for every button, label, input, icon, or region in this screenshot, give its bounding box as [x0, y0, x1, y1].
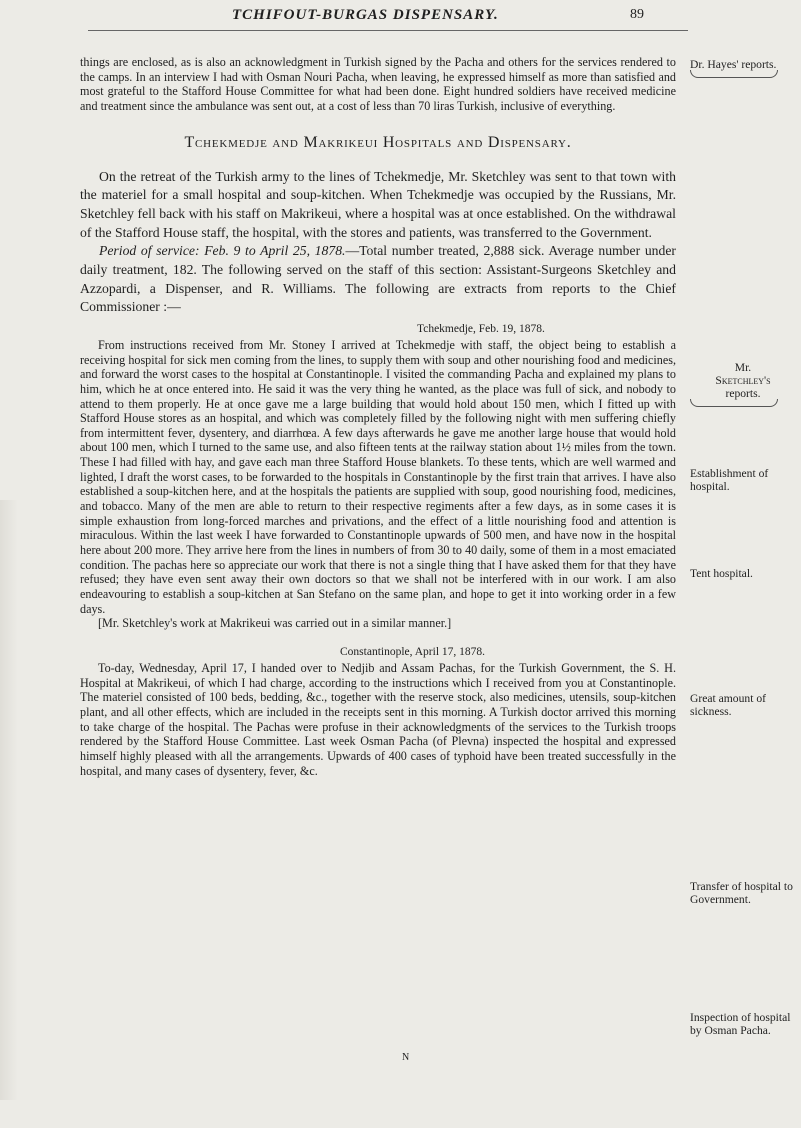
sidenote-inspection: Inspection of hospital by Osman Pacha. — [690, 1011, 791, 1037]
sidenote-sketchley-mr: Mr. — [734, 361, 752, 374]
paragraph-retreat: On the retreat of the Turkish army to the lines of Tchekmedje, Mr. Sketchley was sent to that town with the materiel for a small hospital and soup-kitchen. When Tchekmedje was occupied by the Russians, Mr. Sketchley fell back with his staff on Makrikeui, where a hospital was at once established. On the withdrawal of the Stafford House staff, the hospital, with the stores and patients, was transferred to the Government. — [80, 168, 676, 240]
brace-mark — [690, 70, 778, 78]
page-number: 89 — [630, 7, 644, 22]
main-text — [80, 55, 676, 778]
paragraph-constantinople-report: To-day, Wednesday, April 17, I handed over to Nedjib and Assam Pachas, for the Turkish Government, the S. H. Hospital at Makrikeui, of which I had charge, according to the instructions which I received from you at Constantinople. The materiel consisted of 100 beds, bedding, &c., together with the reserve stock, also medicines, utensils, soup-kitchen plant, and all other effects, which are included in the receipts sent in this morning. A Turkish doctor arrived this morning to take charge of the hospital. The Pachas were profuse in their acknowledgments of the services to the Turkish troops rendered by the Stafford House Committee. Last week Osman Pacha (of Plevna) inspected the hospital and expressed himself highly pleased with all the arrangements. Upwards of 400 cases of typhoid have been treated successfully in the hospital, and many cases of dysentery, fever, &c. — [80, 661, 676, 778]
paragraph-tchekmedje-report: From instructions received from Mr. Stoney I arrived at Tchekmedje with staff, the object being to establish a receiving hospital for sick men coming from the lines, to supply them with soup and other nourishing food and medicines, and forward the worst cases to the hospital at Constantinople. I visited the commanding Pacha and explained my plans to him, which he at once entered into. He said it was the very thing he wanted, as the place was full of sick, and nobody to attend to them properly. He at once gave me a large building that would hold about 150 men, which I fitted up with Stafford House stores as an hospital, and which was completely filled by the following night with men suffering chiefly from intermittent fever, dysentery, and diarrhœa. A few days afterwards he gave me another large house that would hold about 100 men, which I turned to the same use, and also fifteen tents at the railway station about 1½ miles from the town. These I had filled with hay, and gave each man three Stafford House blankets. To these tents, which are well warmed and lighted, I draft the worst cases, to be forwarded to the hospitals in Constantinople by the first train that arrives. I have also established a soup-kitchen here, and at the hospitals the patients are supplied with soup, good nourishing food, medicines, and tobacco. Many of the men are able to return to their respective regiments after a few days, as in some cases it is simple exhaustion from long-forced marches and privations, and the effect of a little nourishing food and attention is miraculous. Within the last week I have forwarded to Constantinople upwards of 500 men, and have now in the hospital here about 200 more. They arrive here from the lines in numbers of from 30 to 40 daily, some of them in a most emaciated condition. The pachas here so appreciate our work that there is not a single thing that I have asked them for that they have refused; they have even sent away their own doctors so that we shall not be interfered with in our work. I am also endeavouring to establish a soup-kitchen at San Stefano on the same plan, and hope to get it into working order in a few days. — [80, 337, 676, 616]
sidenote-sketchley-reports: reports. — [725, 387, 761, 400]
period-details: —Total number treated, 2,888 sick. Average number under daily treatment, 182. The following served on the staff of this section: Assistant-Surgeons Sketchley and Azzopardi, a Dispenser, and R. Williams. The following are extracts from reports to the Chief Commissioner :— — [80, 243, 676, 315]
header-rule — [88, 30, 688, 31]
sidenote-hayes — [690, 58, 796, 78]
page-header — [0, 7, 801, 37]
margin-notes — [690, 55, 796, 1105]
page-edge-shadow — [0, 500, 18, 1100]
sidenote-sketchley-name: Sketchley's — [715, 374, 771, 387]
paragraph-camps: things are enclosed, as is also an acknowledgment in Turkish signed by the Pacha and others for the services rendered to the camps. In an interview I had with Osman Nouri Pacha, when leaving, he expressed himself as more than satisfied and most grateful to the Stafford House Committee for what had been done. Eight hundred soldiers have received medicine and treatment since the ambulance was sent out, at a cost of less than 70 liras Turkish, inclusive of everything. — [80, 55, 676, 113]
sidenote-sickness: Great amount of sickness. — [690, 692, 766, 718]
signature-mark: N — [402, 1052, 410, 1063]
paragraph-makrikeui-note: [Mr. Sketchley's work at Makrikeui was carried out in a similar manner.] — [98, 616, 452, 631]
sidenote-establishment: Establishment of hospital. — [690, 467, 769, 493]
section-heading: Tchekmedje and Makrikeui Hospitals and Dispensary. — [184, 133, 572, 151]
dateline-constantinople: Constantinople, April 17, 1878. — [340, 646, 486, 658]
sidenote-hayes-text: Dr. Hayes' reports. — [690, 58, 777, 71]
paragraph-period — [80, 242, 676, 317]
sidenote-transfer: Transfer of hospital to Government. — [690, 880, 793, 906]
sidenote-sketchley — [690, 361, 796, 407]
sidenote-tent: Tent hospital. — [690, 567, 753, 580]
running-title: TCHIFOUT-BURGAS DISPENSARY. — [232, 7, 499, 23]
dateline-tchekmedje: Tchekmedje, Feb. 19, 1878. — [417, 322, 545, 335]
period-label: Period of service: Feb. 9 to April 25, 1878. — [99, 243, 346, 259]
brace-mark — [690, 399, 778, 407]
